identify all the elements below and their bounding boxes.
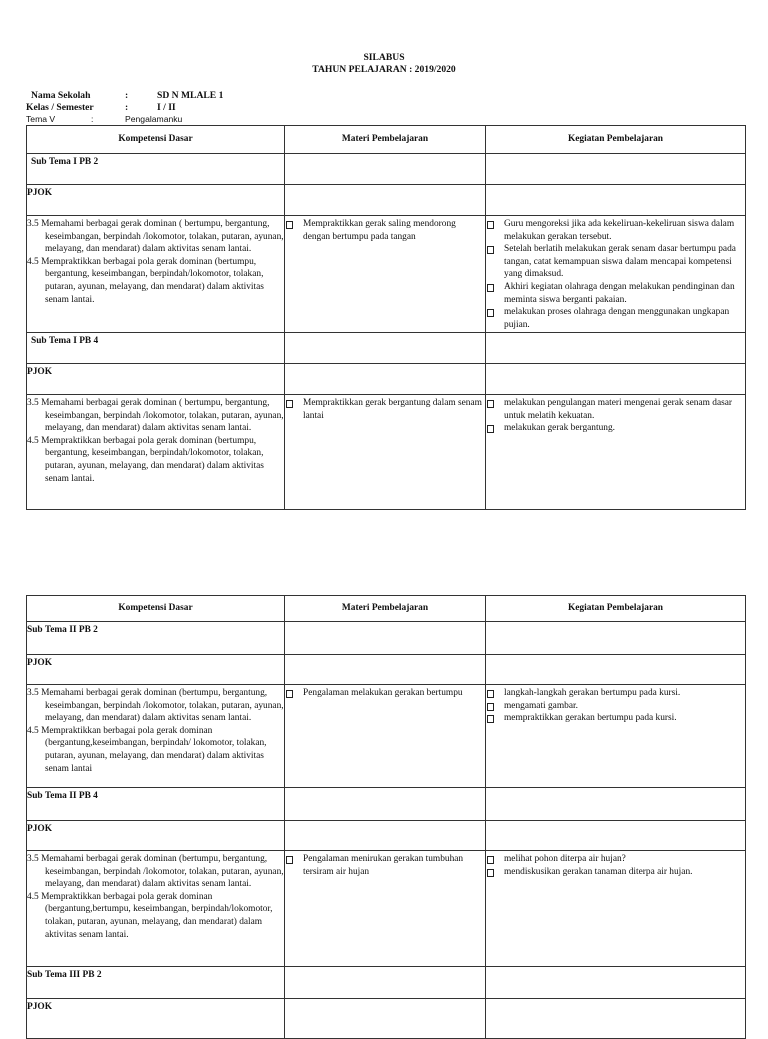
kd-item: 4.5 Mempraktikkan berbagai pola gerak dominan (bergantung,keseimbangan, berpindah/ lokomotor, tolakan, putaran, ayunan, melayang, dan mendarat) dalam aktivitas senam lantai bbox=[27, 725, 267, 774]
list-item bbox=[486, 243, 745, 281]
subtema-row bbox=[27, 333, 746, 364]
kd-item: 3.5 Memahami berbagai gerak dominan ( bertumpu, bergantung, keseimbangan, berpindah /lokomotor, tolakan, putaran, ayunan, melayang, dan mendarat) dalam aktivitas senam lantai. bbox=[27, 398, 284, 434]
column-header-kompetensi: Kompetensi Dasar bbox=[27, 596, 285, 622]
kegiatan-text: melihat pohon diterpa air hujan? bbox=[504, 854, 626, 864]
column-header-kompetensi: Kompetensi Dasar bbox=[27, 126, 285, 154]
list-item bbox=[285, 853, 485, 878]
kd-item: 3.5 Memahami berbagai gerak dominan (bertumpu, bergantung, keseimbangan, berpindah /lokomotor, tolakan, putaran, ayunan, melayang, dan mendarat) dalam aktivitas senam lantai. bbox=[27, 688, 284, 724]
syllabus-table-1 bbox=[26, 125, 746, 510]
document-subtitle: TAHUN PELAJARAN : 2019/2020 bbox=[312, 64, 456, 75]
subject-label: PJOK bbox=[27, 824, 52, 834]
subtema-row bbox=[27, 788, 746, 821]
table-header-row bbox=[27, 126, 746, 154]
subtema-label: Sub Tema III PB 2 bbox=[27, 970, 102, 980]
subject-label: PJOK bbox=[27, 1002, 52, 1012]
list-item bbox=[486, 700, 745, 713]
kd-item: 3.5 Memahami berbagai gerak dominan (bertumpu, bergantung, keseimbangan, berpindah /lokomotor, tolakan, putaran, ayunan, melayang, dan mendarat) dalam aktivitas senam lantai. bbox=[27, 854, 284, 890]
kd-item: 3.5 Memahami berbagai gerak dominan ( bertumpu, bergantung, keseimbangan, berpindah /lokomotor, tolakan, putaran, ayunan, melayang, dan mendarat) dalam aktivitas senam lantai. bbox=[27, 219, 284, 255]
list-item bbox=[486, 712, 745, 725]
syllabus-table-2 bbox=[26, 595, 746, 1039]
list-item bbox=[486, 397, 745, 422]
checkbox-icon bbox=[286, 221, 293, 229]
checkbox-icon bbox=[487, 425, 494, 433]
list-item bbox=[486, 687, 745, 700]
subtema-label: Sub Tema I PB 2 bbox=[31, 157, 99, 167]
subtema-row bbox=[27, 154, 746, 185]
kd-item: 4.5 Mempraktikkan berbagai pola gerak dominan (bergantung,bertumpu, keseimbangan, berpindah/lokomotor, tolakan, putaran, ayunan, melayang, dan mendarat) dalam aktivitas senam lantai. bbox=[27, 891, 273, 940]
document-title: SILABUS bbox=[363, 52, 405, 63]
subject-row bbox=[27, 821, 746, 851]
subject-row bbox=[27, 185, 746, 216]
column-header-kegiatan: Kegiatan Pembelajaran bbox=[486, 596, 746, 622]
checkbox-icon bbox=[286, 400, 293, 408]
checkbox-icon bbox=[487, 856, 494, 864]
theme-value: Pengalamanku bbox=[125, 114, 183, 124]
kegiatan-text: melakukan proses olahraga dengan menggunakan ungkapan pujian. bbox=[504, 307, 730, 330]
materi-text: Mempraktikkan gerak bergantung dalam senam lantai bbox=[303, 398, 482, 421]
materi-text: Pengalaman menirukan gerakan tumbuhan tersiram air hujan bbox=[303, 854, 464, 877]
subject-row bbox=[27, 999, 746, 1039]
class-colon: : bbox=[125, 102, 129, 113]
kegiatan-text: melakukan gerak bergantung. bbox=[504, 423, 615, 434]
theme-colon: : bbox=[91, 114, 94, 124]
checkbox-icon bbox=[487, 703, 494, 711]
kegiatan-text: Setelah berlatih melakukan gerak senam dasar bertumpu pada tangan, catat kemampuan siswa dalam mencapai kompetensi yang dimaksud. bbox=[504, 244, 736, 280]
column-header-materi: Materi Pembelajaran bbox=[285, 126, 486, 154]
subtema-label: Sub Tema I PB 4 bbox=[31, 336, 99, 346]
theme-label: Tema V bbox=[26, 114, 56, 124]
subject-label: PJOK bbox=[27, 188, 52, 198]
class-label: Kelas / Semester bbox=[26, 102, 94, 113]
kegiatan-text: Akhiri kegiatan olahraga dengan melakukan pendinginan dan meminta siswa berganti pakaian. bbox=[504, 281, 735, 305]
table-row bbox=[27, 851, 746, 967]
materi-text: Pengalaman melakukan gerakan bertumpu bbox=[303, 688, 463, 698]
kegiatan-text: mempraktikkan gerakan bertumpu pada kursi. bbox=[504, 713, 677, 724]
checkbox-icon bbox=[487, 869, 494, 877]
list-item bbox=[285, 687, 485, 700]
school-value: SD N MLALE 1 bbox=[157, 90, 224, 101]
list-item bbox=[486, 281, 745, 306]
subject-row bbox=[27, 364, 746, 395]
table-header-row bbox=[27, 596, 746, 622]
school-colon: : bbox=[125, 90, 129, 101]
checkbox-icon bbox=[286, 690, 293, 698]
kegiatan-text: melakukan pengulangan materi mengenai gerak senam dasar untuk melatih kekuatan. bbox=[504, 398, 733, 421]
subject-row bbox=[27, 655, 746, 685]
list-item bbox=[285, 397, 485, 422]
table-row bbox=[27, 685, 746, 788]
list-item bbox=[486, 306, 745, 331]
kegiatan-text: langkah-langkah gerakan bertumpu pada kursi. bbox=[504, 688, 681, 698]
table-row bbox=[27, 216, 746, 333]
kegiatan-text: Guru mengoreksi jika ada kekeliruan-kekeliruan siswa dalam melakukan gerakan tersebut. bbox=[504, 219, 735, 242]
checkbox-icon bbox=[487, 309, 494, 317]
checkbox-icon bbox=[487, 715, 494, 723]
subtema-row bbox=[27, 967, 746, 999]
kd-item: 4.5 Mempraktikkan berbagai pola gerak dominan (bertumpu, bergantung, keseimbangan, berpindah/lokomotor, tolakan, putaran, ayunan, melayang, dan mendarat) dalam aktivitas senam lantai. bbox=[27, 256, 264, 305]
checkbox-icon bbox=[286, 856, 293, 864]
checkbox-icon bbox=[487, 221, 494, 229]
checkbox-icon bbox=[487, 690, 494, 698]
subject-label: PJOK bbox=[27, 658, 52, 668]
kegiatan-text: mengamati gambar. bbox=[504, 700, 578, 711]
checkbox-icon bbox=[487, 400, 494, 408]
list-item bbox=[486, 866, 745, 879]
table-row bbox=[27, 395, 746, 510]
kd-item: 4.5 Mempraktikkan berbagai pola gerak dominan (bertumpu, bergantung, keseimbangan, berpindah/lokomotor, tolakan, putaran, ayunan, melayang, dan mendarat) dalam aktivitas senam lantai. bbox=[27, 435, 264, 484]
subtema-row bbox=[27, 622, 746, 655]
kegiatan-text: mendiskusikan gerakan tanaman diterpa air hujan. bbox=[504, 866, 693, 877]
list-item bbox=[486, 218, 745, 243]
list-item bbox=[486, 422, 745, 435]
checkbox-icon bbox=[487, 246, 494, 254]
list-item bbox=[486, 853, 745, 866]
class-value: I / II bbox=[157, 102, 176, 113]
column-header-materi: Materi Pembelajaran bbox=[285, 596, 486, 622]
column-header-kegiatan: Kegiatan Pembelajaran bbox=[486, 126, 746, 154]
subtema-label: Sub Tema II PB 2 bbox=[27, 625, 98, 635]
list-item bbox=[285, 218, 485, 243]
subject-label: PJOK bbox=[27, 367, 52, 377]
checkbox-icon bbox=[487, 284, 494, 292]
subtema-label: Sub Tema II PB 4 bbox=[27, 791, 98, 801]
materi-text: Mempraktikkan gerak saling mendorong dengan bertumpu pada tangan bbox=[303, 219, 456, 242]
school-label: Nama Sekolah bbox=[31, 90, 91, 101]
